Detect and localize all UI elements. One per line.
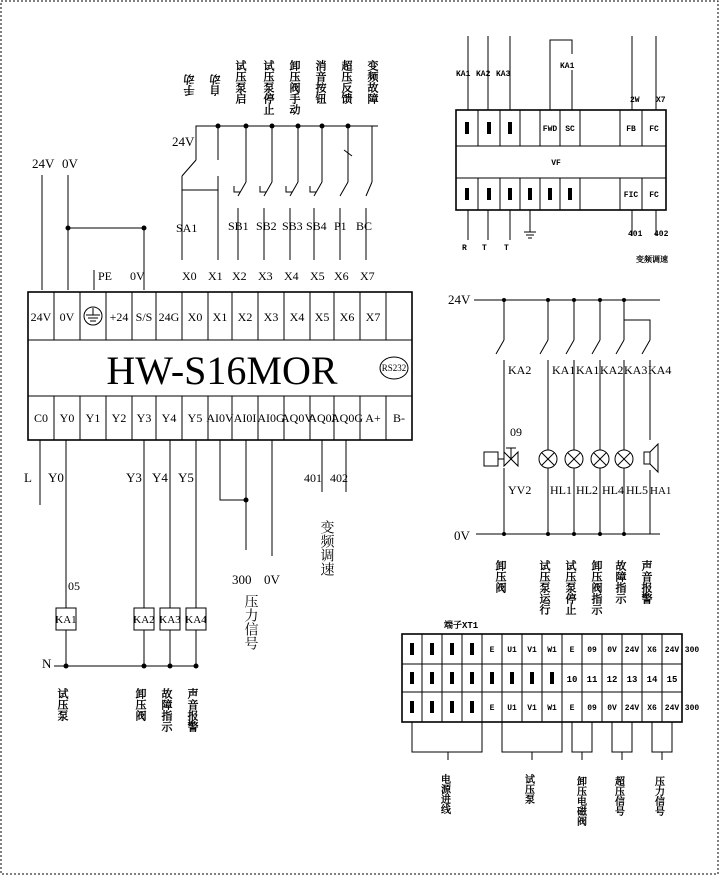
plc-bot-term-14: B- bbox=[393, 411, 405, 425]
input-fn-7: 变频故障 bbox=[366, 60, 378, 104]
above-label-pe: PE bbox=[98, 269, 113, 283]
vfd-bottom-2: T bbox=[504, 244, 509, 253]
terminal-block bbox=[402, 619, 699, 827]
lamp-icons bbox=[539, 450, 633, 468]
vfd-bottom-note: 变频调速 bbox=[636, 256, 668, 265]
tb-r1-12: 24V bbox=[664, 646, 680, 655]
tb-r1-4: U1 bbox=[507, 646, 517, 655]
vfd-top-in-0: KA1 bbox=[456, 70, 471, 79]
tb-r1-11: X6 bbox=[647, 646, 657, 655]
plc-top-term-13: X7 bbox=[365, 310, 381, 324]
above-label-x3: X3 bbox=[258, 269, 273, 283]
relay-coil-label-2: KA3 bbox=[159, 614, 181, 626]
below-label-401: 401 bbox=[304, 471, 322, 485]
relay-coil-label-0: KA1 bbox=[55, 614, 77, 626]
plc-top-term-6: X0 bbox=[187, 310, 203, 324]
relay-coil-labels bbox=[55, 614, 207, 626]
input-fn-1: 自动 bbox=[210, 74, 222, 96]
tb-r3-9: 0V bbox=[607, 704, 617, 713]
vfd-side-0: KA1 bbox=[560, 62, 575, 71]
above-label-x0: X0 bbox=[182, 269, 197, 283]
panel-contact-0: KA2 bbox=[508, 363, 532, 377]
load-label-2: 故障指示 bbox=[160, 688, 172, 732]
vfd-bottom-4: 402 bbox=[654, 230, 669, 239]
plc-bot-term-4: Y3 bbox=[136, 411, 152, 425]
panel-dots bbox=[502, 298, 626, 536]
below-label-y3: Y3 bbox=[126, 470, 142, 485]
load-label-1: 卸压阀 bbox=[134, 688, 146, 721]
plc-bot-term-12: AQ0G bbox=[331, 411, 363, 425]
load-labels bbox=[56, 687, 199, 733]
vfd-cell-sc: SC bbox=[565, 125, 575, 134]
load-label-3: 声音报警 bbox=[186, 688, 198, 732]
tb-r3-10: 24V bbox=[624, 704, 640, 713]
plc-top-term-5: 24G bbox=[158, 310, 180, 324]
plc-bot-term-10: AQ0V bbox=[281, 411, 313, 425]
input-fn-5: 消音按钮 bbox=[314, 60, 326, 104]
tb-group-3: 超压信号 bbox=[612, 776, 624, 816]
relay-coil-label-3: KA4 bbox=[185, 614, 207, 626]
panel-contact-2: KA1 bbox=[576, 363, 600, 377]
switch-label-4: SB4 bbox=[306, 219, 327, 233]
below-label-y0: Y0 bbox=[48, 470, 64, 485]
panel-contact-1: KA1 bbox=[552, 363, 576, 377]
switch-label-2: SB2 bbox=[256, 219, 277, 233]
above-label-x4: X4 bbox=[284, 269, 299, 283]
plc-model: HW-S16MOR bbox=[106, 348, 338, 393]
input-bus bbox=[196, 126, 378, 150]
tb-group-1: 试压泵 bbox=[522, 774, 534, 804]
tb-r2-9: 11 bbox=[586, 675, 598, 685]
below-label-y5: Y5 bbox=[178, 470, 194, 485]
tb-r1-8: 09 bbox=[587, 646, 597, 655]
vfd-top-in-2: KA3 bbox=[496, 70, 511, 79]
panel-function-labels bbox=[494, 559, 653, 616]
plc-bot-term-7: AI0V bbox=[206, 411, 234, 425]
tb-r2-13: 15 bbox=[666, 675, 678, 685]
panel-branches bbox=[496, 300, 650, 534]
plc-section bbox=[24, 59, 412, 733]
plc-top-term-0: 24V bbox=[30, 310, 52, 324]
above-label-x2: X2 bbox=[232, 269, 247, 283]
vfd-top-in-1: KA2 bbox=[476, 70, 491, 79]
vfd-top-labels bbox=[456, 62, 666, 105]
input-function-labels bbox=[184, 59, 379, 116]
input-fn-3: 试压泵停止 bbox=[262, 60, 274, 115]
plc-bot-term-1: Y0 bbox=[59, 411, 75, 425]
panel-fn-2: 试压泵停止 bbox=[564, 560, 576, 615]
vfd-cell-fc: FC bbox=[649, 125, 659, 134]
plc-bot-term-8: AI0I bbox=[233, 411, 257, 425]
panel-contact-3: KA2 bbox=[600, 363, 624, 377]
below-label-0v: 0V bbox=[264, 572, 280, 587]
tb-group-0: 电源进线 bbox=[438, 774, 450, 814]
terminal-group-brackets bbox=[412, 722, 672, 760]
tb-r1-13: 300 bbox=[684, 646, 700, 655]
relay-coil-label-1: KA2 bbox=[133, 614, 155, 626]
above-label-x5: X5 bbox=[310, 269, 325, 283]
relay-panel bbox=[448, 292, 671, 616]
plc-bot-term-2: Y1 bbox=[85, 411, 101, 425]
switch-label-6: BC bbox=[356, 219, 373, 233]
terminal-row1 bbox=[490, 646, 700, 655]
panel-wire-label: 09 bbox=[510, 425, 522, 439]
wire-05-label: 05 bbox=[68, 579, 80, 593]
below-label-y4: Y4 bbox=[152, 470, 168, 485]
tb-r2-10: 12 bbox=[606, 675, 618, 685]
panel-fn-0: 卸压阀 bbox=[494, 560, 506, 593]
vfd-side-1: 2W bbox=[630, 96, 640, 105]
above-label-0v: 0V bbox=[130, 269, 145, 283]
panel-contact-labels bbox=[508, 363, 671, 377]
input-fn-2: 试压泵启 bbox=[234, 60, 246, 104]
tb-group-2: 卸压电磁阀 bbox=[574, 776, 586, 826]
tb-r3-4: U1 bbox=[507, 704, 517, 713]
plc-top-term-7: X1 bbox=[212, 310, 228, 324]
plc-below-labels bbox=[24, 470, 348, 587]
lamp-icon bbox=[615, 450, 633, 468]
supply-24v-label: 24V bbox=[32, 156, 55, 171]
above-label-x1: X1 bbox=[208, 269, 223, 283]
switch-label-3: SB3 bbox=[282, 219, 303, 233]
vfd-bottom-0: R bbox=[462, 244, 467, 253]
vfd-section bbox=[456, 36, 669, 265]
above-label-x6: X6 bbox=[334, 269, 349, 283]
vfd-cell-fb: FB bbox=[626, 125, 636, 134]
plc-top-term-11: X5 bbox=[314, 310, 330, 324]
horn-icon bbox=[644, 444, 658, 472]
panel-fn-4: 故障指示 bbox=[614, 560, 626, 604]
panel-lamp-0: HL1 bbox=[550, 483, 572, 497]
switch-label-0: SA1 bbox=[176, 221, 198, 235]
tb-r2-12: 14 bbox=[646, 675, 658, 685]
switch-label-1: SB1 bbox=[228, 219, 249, 233]
tb-group-4: 压力信号 bbox=[652, 776, 664, 816]
tb-r3-13: 300 bbox=[684, 704, 700, 713]
panel-contact-4: KA3 bbox=[624, 363, 648, 377]
lamp-icon bbox=[591, 450, 609, 468]
panel-lamp-3: HL5 bbox=[626, 483, 648, 497]
tb-r1-7: E bbox=[569, 646, 575, 655]
plc-bot-term-3: Y2 bbox=[111, 411, 127, 425]
relay-coils bbox=[56, 608, 206, 630]
input-fn-0: 手动 bbox=[184, 74, 196, 96]
panel-supply-label: 24V bbox=[448, 292, 471, 307]
input-switch-wires bbox=[182, 126, 372, 260]
tb-r3-8: 09 bbox=[587, 704, 597, 713]
tb-r2-8: 10 bbox=[566, 675, 578, 685]
panel-valve-label: YV2 bbox=[508, 483, 532, 497]
tb-r3-12: 24V bbox=[664, 704, 680, 713]
switch-labels bbox=[176, 219, 372, 235]
pressure-signal-label: 压力信号 bbox=[242, 594, 258, 650]
vfd-side-2: X7 bbox=[656, 96, 666, 105]
vfd-label: VF bbox=[551, 159, 561, 168]
plc-top-term-1: 0V bbox=[59, 310, 75, 324]
plc-top-term-12: X6 bbox=[339, 310, 355, 324]
tb-r3-7: E bbox=[569, 704, 575, 713]
terminal-group-labels bbox=[439, 773, 665, 827]
vfd-bottom-1: T bbox=[482, 244, 487, 253]
vfd-cell-fwd: FWD bbox=[542, 125, 558, 134]
panel-fn-1: 试压泵运行 bbox=[538, 560, 550, 615]
tb-r1-6: W1 bbox=[547, 646, 557, 655]
plc-bot-term-6: Y5 bbox=[187, 411, 203, 425]
tb-r3-6: W1 bbox=[547, 704, 557, 713]
plc-top-term-4: S/S bbox=[135, 310, 153, 324]
panel-fn-5: 声音报警 bbox=[640, 560, 652, 604]
below-label-402: 402 bbox=[330, 471, 348, 485]
plc-bot-term-0: C0 bbox=[33, 411, 49, 425]
terminal-block-label: 端子XT1 bbox=[444, 621, 479, 631]
supply-wires bbox=[42, 175, 144, 290]
vfd-bottom-3: 401 bbox=[628, 230, 643, 239]
ground-icon bbox=[84, 307, 102, 325]
panel-neutral-label: 0V bbox=[454, 528, 470, 543]
plc-top-term-10: X4 bbox=[289, 310, 305, 324]
panel-lamp-2: HL4 bbox=[602, 483, 624, 497]
panel-horn: HA1 bbox=[650, 485, 672, 497]
plc-top-term-3: +24 bbox=[109, 310, 129, 324]
above-label-x7: X7 bbox=[360, 269, 375, 283]
plc-top-terminals bbox=[31, 310, 381, 324]
tb-r1-3: E bbox=[489, 646, 495, 655]
load-label-0: 试压泵 bbox=[56, 688, 68, 721]
plc-top-term-8: X2 bbox=[237, 310, 253, 324]
panel-contact-5: KA4 bbox=[648, 363, 672, 377]
tb-r2-11: 13 bbox=[626, 675, 638, 685]
plc-bot-term-9: AI0G bbox=[257, 411, 285, 425]
vfd-cell-fc-b: FC bbox=[649, 191, 659, 200]
plc-body bbox=[28, 292, 412, 440]
neutral-label: N bbox=[42, 656, 52, 671]
tb-r1-10: 24V bbox=[624, 646, 640, 655]
panel-fn-3: 卸压阀指示 bbox=[590, 560, 602, 615]
panel-lamp-1: HL2 bbox=[576, 483, 598, 497]
panel-lamp-labels bbox=[550, 483, 671, 497]
plc-above-labels bbox=[98, 269, 375, 283]
tb-r3-3: E bbox=[489, 704, 495, 713]
input-fn-6: 超压反馈 bbox=[340, 60, 352, 104]
tb-r1-9: 0V bbox=[607, 646, 617, 655]
plc-bot-term-13: A+ bbox=[365, 411, 381, 425]
supply-0v-label: 0V bbox=[62, 156, 78, 171]
switch-label-5: P1 bbox=[334, 219, 347, 233]
lamp-icon bbox=[539, 450, 557, 468]
input-supply-label: 24V bbox=[172, 134, 195, 149]
vfd-cell-fic: FIC bbox=[623, 191, 639, 200]
plc-port: RS232 bbox=[381, 363, 407, 373]
plc-top-term-9: X3 bbox=[263, 310, 279, 324]
plc-bottom-terminals bbox=[34, 411, 405, 425]
valve-icon bbox=[484, 448, 518, 466]
freq-control-label: 变频调速 bbox=[318, 520, 334, 576]
below-label-l: L bbox=[24, 470, 32, 485]
lamp-icon bbox=[565, 450, 583, 468]
plc-bot-term-5: Y4 bbox=[161, 411, 177, 425]
below-label-300: 300 bbox=[232, 572, 252, 587]
tb-r3-11: X6 bbox=[647, 704, 657, 713]
tb-r1-5: V1 bbox=[527, 646, 537, 655]
terminal-row3 bbox=[490, 704, 700, 713]
vfd-bottom-labels bbox=[462, 230, 669, 265]
tb-r3-5: V1 bbox=[527, 704, 537, 713]
input-fn-4: 卸压阀手动 bbox=[288, 60, 300, 115]
plc-bot-term-11: AQ0I bbox=[308, 411, 336, 425]
